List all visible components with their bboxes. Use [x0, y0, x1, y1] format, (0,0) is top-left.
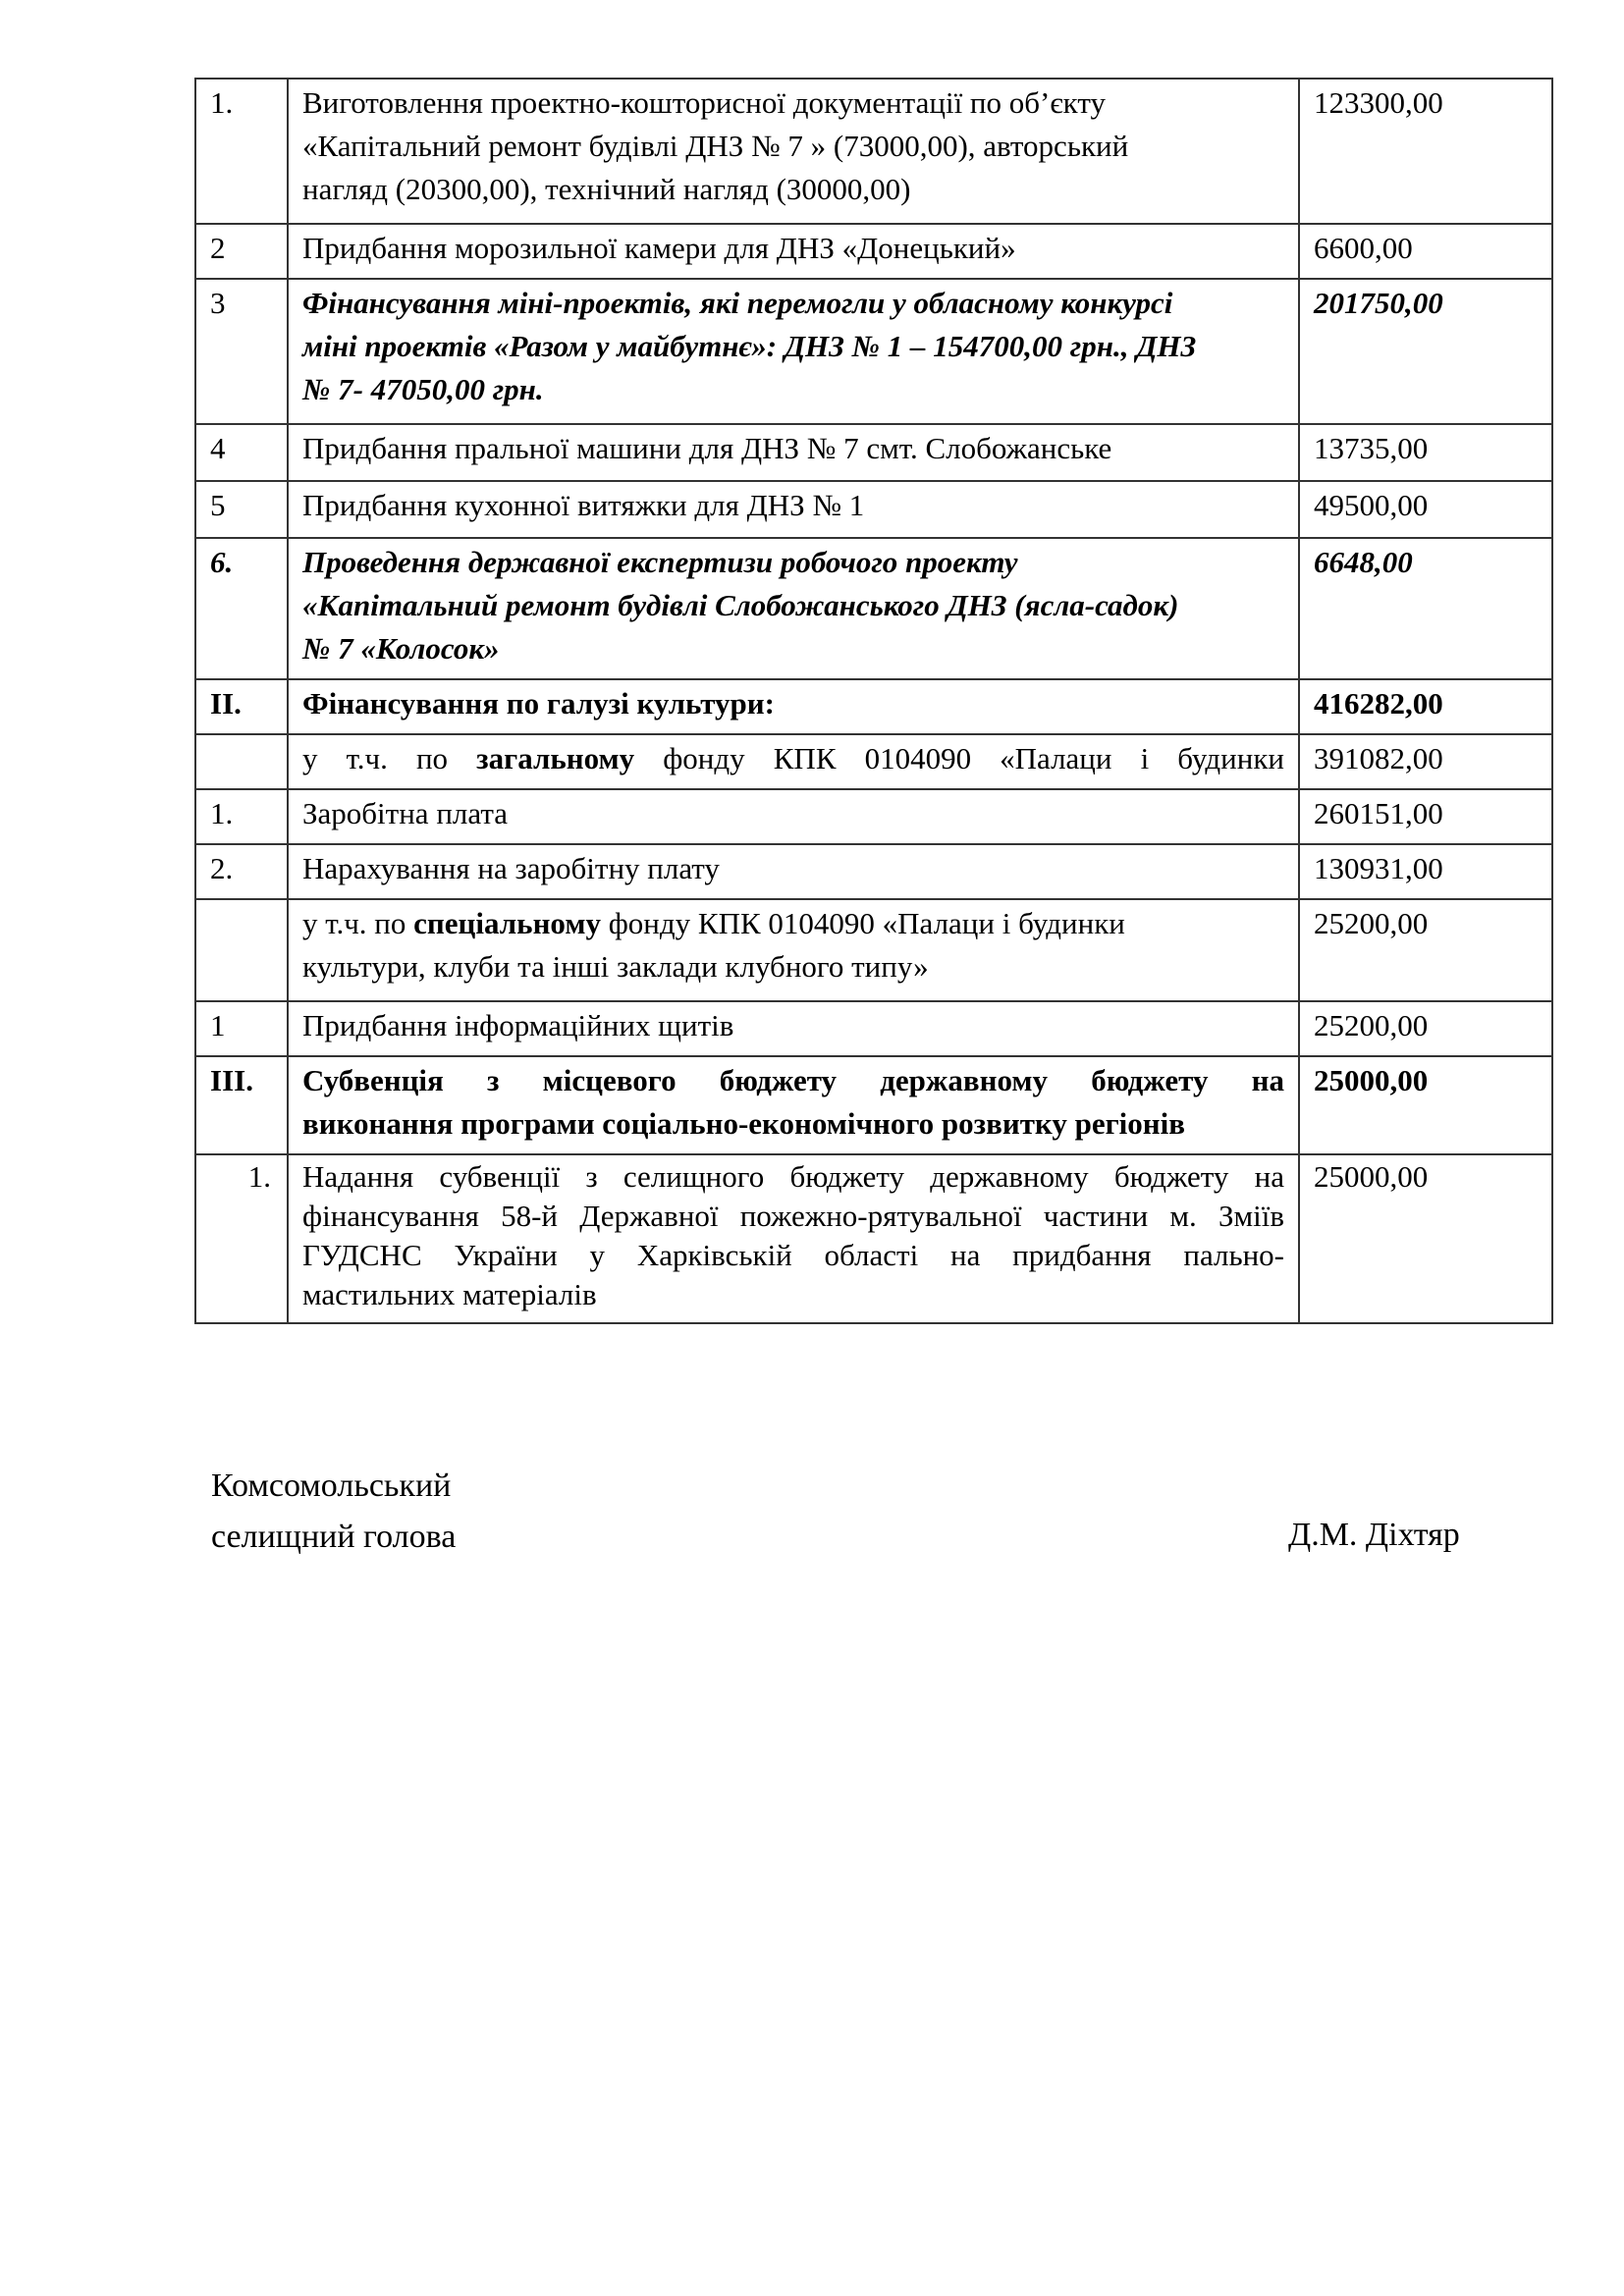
signature-title: Комсомольський селищний голова [211, 1468, 457, 1555]
row-amount: 391082,00 [1299, 734, 1552, 789]
row-amount: 49500,00 [1299, 481, 1552, 538]
table-row [195, 279, 1552, 424]
row-amount: 201750,00 [1299, 279, 1552, 424]
row-number: 6. [195, 538, 288, 679]
row-description: Нарахування на заробітну плату [288, 844, 1299, 899]
row-number: ІІ. [195, 679, 288, 734]
table-row [195, 1154, 1552, 1323]
table-row [195, 789, 1552, 844]
row-number: 3 [195, 279, 288, 424]
row-description: Заробітна плата [288, 789, 1299, 844]
row-description: у т.ч. по загальному фонду КПК 0104090 «Палаци і будинки [288, 734, 1299, 789]
signature-name: Д.М. Діхтяр [1288, 1517, 1460, 1553]
row-number: 5 [195, 481, 288, 538]
row-number: 1. [195, 789, 288, 844]
row-amount: 130931,00 [1299, 844, 1552, 899]
table-row [195, 899, 1552, 1001]
row-description: Надання субвенції з селищного бюджету державному бюджету на фінансування 58-й Державної пожежно-рятувальної частини м. Зміїв ГУДСНС України у Харківській області на придбання пально- мастильних матеріалів [288, 1154, 1299, 1323]
table-row [195, 79, 1552, 224]
row-number: 1. [195, 79, 288, 224]
row-amount: 13735,00 [1299, 424, 1552, 481]
table-row [195, 224, 1552, 279]
row-amount: 25000,00 [1299, 1056, 1552, 1154]
row-description: Виготовлення проектно-кошторисної документації по об’єкту «Капітальний ремонт будівлі ДНЗ № 7 » (73000,00), авторський нагляд (20300,00), технічний нагляд (30000,00) [288, 79, 1299, 224]
row-description: Придбання кухонної витяжки для ДНЗ № 1 [288, 481, 1299, 538]
row-description: Придбання пральної машини для ДНЗ № 7 смт. Слобожанське [288, 424, 1299, 481]
row-description: Фінансування міні-проектів, які перемогли у обласному конкурсі міні проектів «Разом у майбутнє»: ДНЗ № 1 – 154700,00 грн., ДНЗ № 7- 47050,00 грн. [288, 279, 1299, 424]
table-row [195, 538, 1552, 679]
table-row [195, 679, 1552, 734]
row-amount: 6600,00 [1299, 224, 1552, 279]
row-amount: 416282,00 [1299, 679, 1552, 734]
row-number: ІІІ. [195, 1056, 288, 1154]
row-description: Проведення державної експертизи робочого проекту «Капітальний ремонт будівлі Слобожанського ДНЗ (ясла-садок) № 7 «Колосок» [288, 538, 1299, 679]
row-number: 1. [195, 1154, 288, 1323]
row-amount: 25200,00 [1299, 1001, 1552, 1056]
row-description: у т.ч. по спеціальному фонду КПК 0104090 «Палаци і будинки культури, клуби та інші заклади клубного типу» [288, 899, 1299, 1001]
budget-table [194, 78, 1553, 1324]
row-description: Придбання інформаційних щитів [288, 1001, 1299, 1056]
row-number [195, 899, 288, 1001]
row-amount: 123300,00 [1299, 79, 1552, 224]
row-number [195, 734, 288, 789]
row-number: 2 [195, 224, 288, 279]
row-description: Субвенція з місцевого бюджету державному бюджету на виконання програми соціально-економічного розвитку регіонів [288, 1056, 1299, 1154]
table-row [195, 1056, 1552, 1154]
table-row [195, 844, 1552, 899]
row-description: Фінансування по галузі культури: [288, 679, 1299, 734]
table-row [195, 481, 1552, 538]
table-row [195, 424, 1552, 481]
table-row [195, 734, 1552, 789]
row-number: 2. [195, 844, 288, 899]
row-amount: 25000,00 [1299, 1154, 1552, 1323]
row-amount: 25200,00 [1299, 899, 1552, 1001]
row-number: 1 [195, 1001, 288, 1056]
table-row [195, 1001, 1552, 1056]
row-amount: 6648,00 [1299, 538, 1552, 679]
row-number: 4 [195, 424, 288, 481]
row-description: Придбання морозильної камери для ДНЗ «Донецький» [288, 224, 1299, 279]
row-amount: 260151,00 [1299, 789, 1552, 844]
